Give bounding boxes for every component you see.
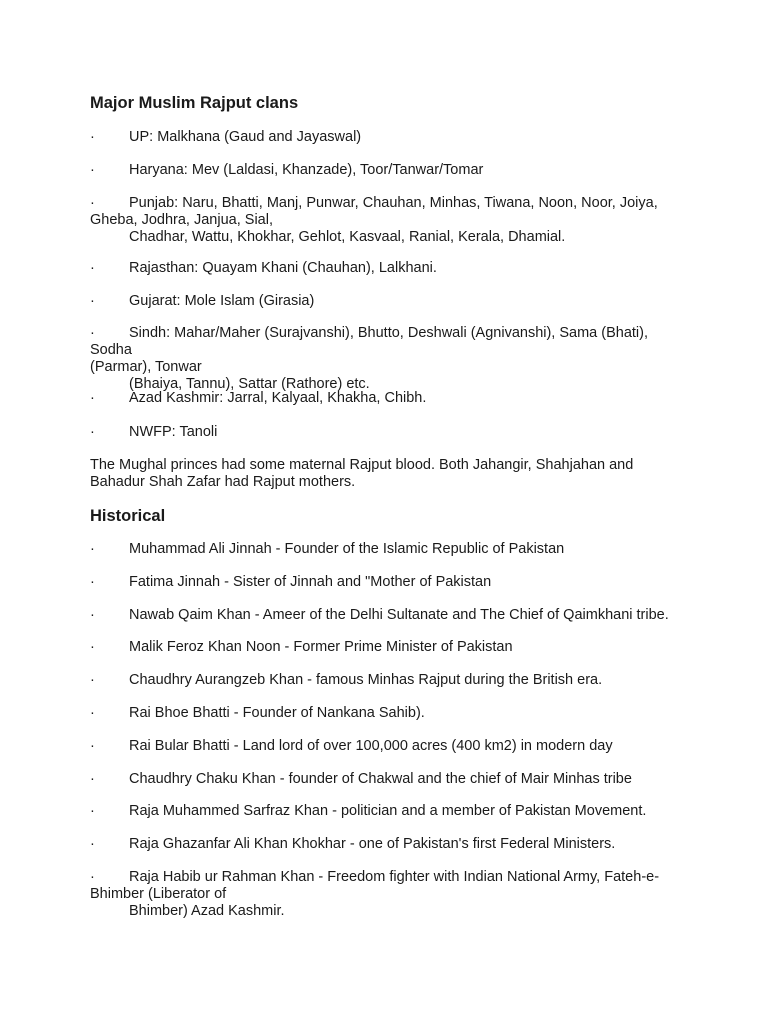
- bullet: ·: [90, 195, 95, 211]
- list-item: [90, 325, 690, 393]
- section-heading-clans: Major Muslim Rajput clans: [90, 94, 299, 112]
- bullet: ·: [90, 260, 95, 276]
- list-item-text-cont: Chadhar, Wattu, Khokhar, Gehlot, Kasvaal, Ranial, Kerala, Dhamial.: [129, 229, 566, 245]
- list-item-text: Azad Kashmir: Jarral, Kalyaal, Khakha, Chibh.: [129, 390, 427, 406]
- list-item-text: Raja Ghazanfar Ali Khan Khokhar - one of Pakistan's first Federal Ministers.: [129, 836, 616, 852]
- list-item-text: Gujarat: Mole Islam (Girasia): [129, 293, 315, 309]
- list-item: [90, 541, 690, 558]
- list-item-text: Raja Muhammed Sarfraz Khan - politician and a member of Pakistan Movement.: [129, 803, 647, 819]
- bullet: ·: [90, 390, 95, 406]
- list-item-text: Muhammad Ali Jinnah - Founder of the Islamic Republic of Pakistan: [129, 541, 565, 557]
- list-item-text: Nawab Qaim Khan - Ameer of the Delhi Sultanate and The Chief of Qaimkhani tribe.: [129, 607, 669, 623]
- paragraph-mughal: The Mughal princes had some maternal Rajput blood. Both Jahangir, Shahjahan and Bahadur Shah Zafar had Rajput mothers.: [90, 457, 634, 490]
- list-item-text: Fatima Jinnah - Sister of Jinnah and "Mother of Pakistan: [129, 574, 492, 590]
- list-item-text: Haryana: Mev (Laldasi, Khanzade), Toor/Tanwar/Tomar: [129, 162, 484, 178]
- list-item: [90, 195, 690, 246]
- bullet: ·: [90, 424, 95, 440]
- bullet: ·: [90, 803, 95, 819]
- list-item-text: Punjab: Naru, Bhatti, Manj, Punwar, Chauhan, Minhas, Tiwana, Noon, Noor, Joiya,: [129, 195, 658, 211]
- list-item-text: Rai Bular Bhatti - Land lord of over 100,000 acres (400 km2) in modern day: [129, 738, 613, 754]
- list-item: [90, 705, 690, 722]
- list-item-text: Rai Bhoe Bhatti - Founder of Nankana Sahib).: [129, 705, 425, 721]
- list-item-text: Raja Habib ur Rahman Khan - Freedom fighter with Indian National Army, Fateh-e-: [129, 869, 660, 885]
- list-item: [90, 607, 690, 624]
- list-item: [90, 129, 690, 146]
- list-item: [90, 424, 690, 441]
- bullet: ·: [90, 574, 95, 590]
- list-item: [90, 639, 690, 656]
- list-item-text: Chaudhry Chaku Khan - founder of Chakwal and the chief of Mair Minhas tribe: [129, 771, 632, 787]
- list-item-text: UP: Malkhana (Gaud and Jayaswal): [129, 129, 362, 145]
- list-item-text: Rajasthan: Quayam Khani (Chauhan), Lalkhani.: [129, 260, 437, 276]
- list-item: [90, 836, 690, 853]
- bullet: ·: [90, 836, 95, 852]
- list-item: [90, 869, 690, 920]
- bullet: ·: [90, 293, 95, 309]
- list-item-text: Malik Feroz Khan Noon - Former Prime Minister of Pakistan: [129, 639, 513, 655]
- bullet: ·: [90, 162, 95, 178]
- bullet: ·: [90, 639, 95, 655]
- bullet: ·: [90, 325, 95, 341]
- list-item: [90, 738, 690, 755]
- bullet: ·: [90, 738, 95, 754]
- list-item-text-cont: Bhimber) Azad Kashmir.: [129, 903, 285, 919]
- list-item: [90, 390, 690, 407]
- list-item: [90, 293, 690, 310]
- bullet: ·: [90, 771, 95, 787]
- list-item: [90, 574, 690, 591]
- bullet: ·: [90, 672, 95, 688]
- list-item-text: Chaudhry Aurangzeb Khan - famous Minhas Rajput during the British era.: [129, 672, 603, 688]
- bullet: ·: [90, 129, 95, 145]
- list-item: [90, 803, 690, 820]
- list-item: [90, 771, 690, 788]
- section-heading-historical: Historical: [90, 507, 166, 525]
- list-item: [90, 260, 690, 277]
- bullet: ·: [90, 607, 95, 623]
- bullet: ·: [90, 705, 95, 721]
- list-item: [90, 162, 690, 179]
- list-item-text-cont: (Parmar), Tonwar: [90, 359, 202, 375]
- list-item-text-cont: Gheba, Jodhra, Janjua, Sial,: [90, 212, 273, 228]
- list-item-text-cont: Bhimber (Liberator of: [90, 886, 227, 902]
- list-item: [90, 672, 690, 689]
- bullet: ·: [90, 541, 95, 557]
- list-item-text: NWFP: Tanoli: [129, 424, 218, 440]
- list-item-text: Sindh: Mahar/Maher (Surajvanshi), Bhutto, Deshwali (Agnivanshi), Sama (Bhati), Sodha: [90, 325, 649, 358]
- bullet: ·: [90, 869, 95, 885]
- list-item-text-cont: (Bhaiya, Tannu), Sattar (Rathore) etc.: [129, 376, 370, 392]
